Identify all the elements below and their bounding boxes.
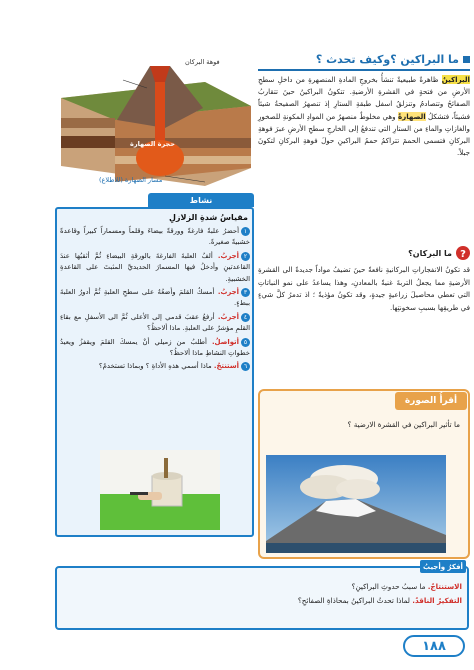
step-text: أمسكُ القلمَ وأضعُهُ على سطحِ العلبةِ ثُمَّ أدورُ العلبةَ ببطءٍ. (60, 288, 250, 308)
question-mark-icon (456, 246, 470, 260)
activity-step (60, 251, 250, 285)
intro-text-1: ظاهرةٌ طبيعيةٌ تنشأُ بخروجِ المادةِ المنصهرةِ من داخلِ سطحِ الأرضِ من فتحةٍ في القشرةِ الأرضيةِ. تتكونُ البراكينُ حينَ تتقاربُ الصفائحُ وتتصادمُ وتنزلقُ اسفل طبقةِ الستارِ إذ تنصهرُ الصفيحةُ شيئاً فشيئاً، فتشكلُ (258, 75, 470, 121)
section-volcano-header (258, 245, 470, 261)
quiz-text: ما سببُ حدوثِ البراكينِ؟ (351, 582, 428, 591)
activity-step (60, 361, 250, 372)
page-title: ما البراكين ؟وكيف تحدث ؟ (315, 52, 459, 66)
step-text: أطلبُ من زميلي أنْ يمسكَ القلمَ ويقفزُ ويعيدُ خطواتِ النشاطِ ماذا ألاحظُ؟ (60, 337, 250, 358)
activity-title: مقياسُ شدةِ الزلازلِ (168, 213, 248, 222)
svg-text:?: ? (460, 249, 466, 260)
step-number: ٣ (241, 288, 250, 297)
step-text: ماذا أسمي هذهِ الأداةِ ؟ وبماذا تستخدمُ؟ (98, 362, 214, 371)
step-keyword: أجربُ. (217, 312, 239, 321)
step-keyword: أجربُ. (217, 288, 239, 297)
step-text: ألفُ العلبةَ الفارغةَ بالورقةِ البيضاءِ ثُمَّ أثقبُها عندَ القاعدتينِ وأدخلُ فيها المسمارَ الحديديَّ المثبتَ على القاعدةِ الخشبيةِ. (60, 251, 250, 283)
step-number: ٤ (241, 313, 250, 322)
quiz-item (140, 594, 462, 608)
activity-step (60, 337, 250, 360)
read-picture-header: أقرأُ الصورة (395, 392, 467, 410)
title-divider (258, 69, 470, 71)
title-square-icon (463, 56, 470, 63)
activity-header: نشاط (148, 193, 254, 207)
read-picture-question: ما تأثير البراكين في القشرة الارضية ؟ (347, 420, 460, 429)
step-keyword: أجربُ. (217, 251, 239, 260)
label-magma-chamber: حجرة الصهارة (130, 140, 175, 148)
step-text: أرفعُ عقبَ قدمي إلى الأعلى ثُمَّ الى الأسفلِ مع بقاءِ القلمِ مؤشرٌ على العلبةِ. ماذا ألاحظُ؟ (60, 312, 250, 333)
step-number: ١ (241, 227, 250, 236)
step-number: ٥ (241, 338, 250, 347)
intro-text-2: وهي مخلوطٌ منصهرٌ من الموادِ المكونةِ للصخورِ والغازاتِ والماءِ من الستارِ التي تندفعُ إلى الخارجِ سطحِ الأرضِ عبرَ فوهةِ البركانِ فتسمى الحممَ تتراكمُ حممُ البراكينِ حولَ فوهةِ البركانِ لتكونَ جبلاً. (258, 111, 470, 158)
step-text: أحضرُ علبةً فارغةً وورقةً بيضاءَ وقلماً ومسماراً كبيراً وقاعدةً خشبيةً صغيرةً. (60, 227, 250, 247)
step-keyword: أتواصلُ. (211, 337, 239, 346)
keyword-magma: الصهارةُ (397, 111, 426, 121)
keyword-volcanoes: البراكينُ (441, 75, 470, 84)
label-crater: فوهة البركان (185, 58, 220, 66)
page-title-row (258, 50, 470, 68)
intro-paragraph (258, 74, 470, 159)
step-keyword: أستنتجُ. (213, 362, 239, 371)
volcano-benefits-paragraph: قد تكونُ الانفجاراتِ البركانيةِ نافعةً حينَ تضيفُ مواداً جديدةً الى القشرةِ الأرضيةِ مما يجعلُ التربةَ غنيةً بالمعادنِ، وهذا يساعدُ على نمو النباتاتِ التي تعطي محاصيلَ زراعيةٍ جيدةٍ، وقد تكونُ مؤذيةً ؛ اذ تدمرُ كلَّ شيءٍ في طريقِها بسببِ سخونتِها. (258, 265, 470, 312)
volcano-cross-section-diagram (55, 58, 253, 188)
page-number-badge (398, 632, 470, 660)
step-number: ٢ (241, 252, 250, 261)
quiz-keyword: التفكيرُ الناقدُ. (412, 596, 462, 605)
quiz-header: أفكرُ وأجيبُ (420, 560, 466, 573)
activity-step (60, 287, 250, 310)
activity-step (60, 226, 250, 249)
label-magma-path: مسار الصهارة (للاطلاع) (99, 176, 163, 184)
page-number: ١٨٨ (403, 635, 465, 657)
quiz-item (140, 580, 462, 594)
activity-step (60, 312, 250, 335)
quiz-list (140, 580, 462, 608)
section-volcano-title: ما البركان؟ (408, 248, 452, 258)
volcano-photo (266, 455, 446, 553)
quiz-keyword: الاستنتاجُ. (427, 582, 462, 591)
quiz-text: لماذا تحدثُ البراكينُ بمحاذاةِ الصفائحِ؟ (297, 596, 413, 605)
activity-photo (100, 450, 220, 530)
step-number: ٦ (241, 362, 250, 371)
activity-steps (60, 226, 250, 375)
